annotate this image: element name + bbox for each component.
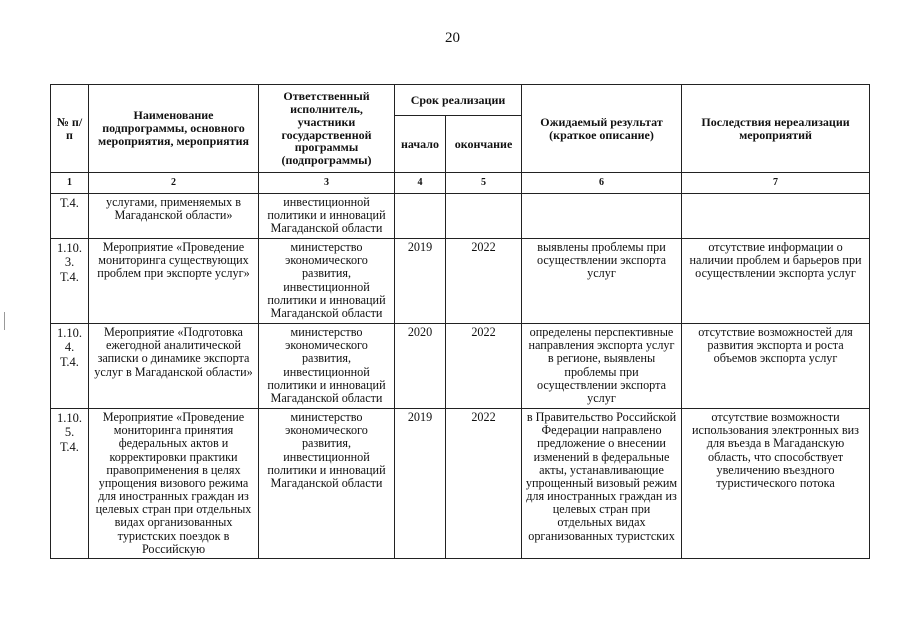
column-number-row: [51, 173, 870, 194]
end-year: 2022: [446, 409, 522, 559]
header-end: окончание: [446, 116, 522, 173]
expected-result: выявлены проблемы при осуществлении экспорта услуг: [522, 239, 682, 324]
activity-name: Мероприятие «Проведение мониторинга существующих проблем при экспорте услуг»: [89, 239, 259, 324]
table-row: [51, 409, 870, 559]
responsible-executor: инвестиционной политики и инноваций Магаданской области: [259, 194, 395, 239]
non-implementation-consequences: [682, 194, 870, 239]
header-executor: Ответственный исполнитель, участники государственной программы (подпрограммы): [259, 85, 395, 173]
column-number: 1: [51, 173, 89, 194]
program-activities-table: [50, 84, 870, 559]
non-implementation-consequences: отсутствие возможности использования электронных виз для въезда в Магаданскую область, что способствует увеличению въездного туристического потока: [682, 409, 870, 559]
start-year: 2019: [395, 409, 446, 559]
column-number: 2: [89, 173, 259, 194]
column-number: 5: [446, 173, 522, 194]
row-number: 1.10. 5. Т.4.: [51, 409, 89, 559]
header-result: Ожидаемый результат (краткое описание): [522, 85, 682, 173]
header-consequences: Последствия нереализации мероприятий: [682, 85, 870, 173]
activity-name: Мероприятие «Подготовка ежегодной аналитической записки о динамике экспорта услуг в Магаданской области»: [89, 324, 259, 409]
start-year: [395, 194, 446, 239]
expected-result: в Правительство Российской Федерации направлено предложение о внесении изменений в федеральные акты, устанавливающие упрощенный визовый режим для иностранных граждан из целевых стран при отдельных видах организованных туристских: [522, 409, 682, 559]
row-number: 1.10. 3. Т.4.: [51, 239, 89, 324]
end-year: [446, 194, 522, 239]
header-name: Наименование подпрограммы, основного мероприятия, мероприятия: [89, 85, 259, 173]
responsible-executor: министерство экономического развития, инвестиционной политики и инноваций Магаданской области: [259, 239, 395, 324]
table-row: [51, 239, 870, 324]
row-number: Т.4.: [51, 194, 89, 239]
header-term: Срок реализации: [395, 85, 522, 116]
activity-name: Мероприятие «Проведение мониторинга принятия федеральных актов и корректировки практики правоприменения в целях упрощения визового режима для иностранных граждан из целевых стран при отдельных видах организованных туристских поездок в Российскую: [89, 409, 259, 559]
table-row: [51, 324, 870, 409]
expected-result: определены перспективные направления экспорта услуг в регионе, выявлены проблемы при осуществлении экспорта услуг: [522, 324, 682, 409]
start-year: 2020: [395, 324, 446, 409]
activity-name: услугами, применяемых в Магаданской области»: [89, 194, 259, 239]
column-number: 6: [522, 173, 682, 194]
column-number: 3: [259, 173, 395, 194]
row-number: 1.10. 4. Т.4.: [51, 324, 89, 409]
header-num: № п/п: [51, 85, 89, 173]
scan-artifact: [4, 312, 5, 330]
expected-result: [522, 194, 682, 239]
end-year: 2022: [446, 324, 522, 409]
responsible-executor: министерство экономического развития, инвестиционной политики и инноваций Магаданской области: [259, 409, 395, 559]
end-year: 2022: [446, 239, 522, 324]
non-implementation-consequences: отсутствие возможностей для развития экспорта и роста объемов экспорта услуг: [682, 324, 870, 409]
non-implementation-consequences: отсутствие информации о наличии проблем и барьеров при осуществлении экспорта услуг: [682, 239, 870, 324]
column-number: 7: [682, 173, 870, 194]
header-start: начало: [395, 116, 446, 173]
start-year: 2019: [395, 239, 446, 324]
page-number: 20: [445, 30, 460, 46]
responsible-executor: министерство экономического развития, инвестиционной политики и инноваций Магаданской области: [259, 324, 395, 409]
table-row: [51, 194, 870, 239]
column-number: 4: [395, 173, 446, 194]
